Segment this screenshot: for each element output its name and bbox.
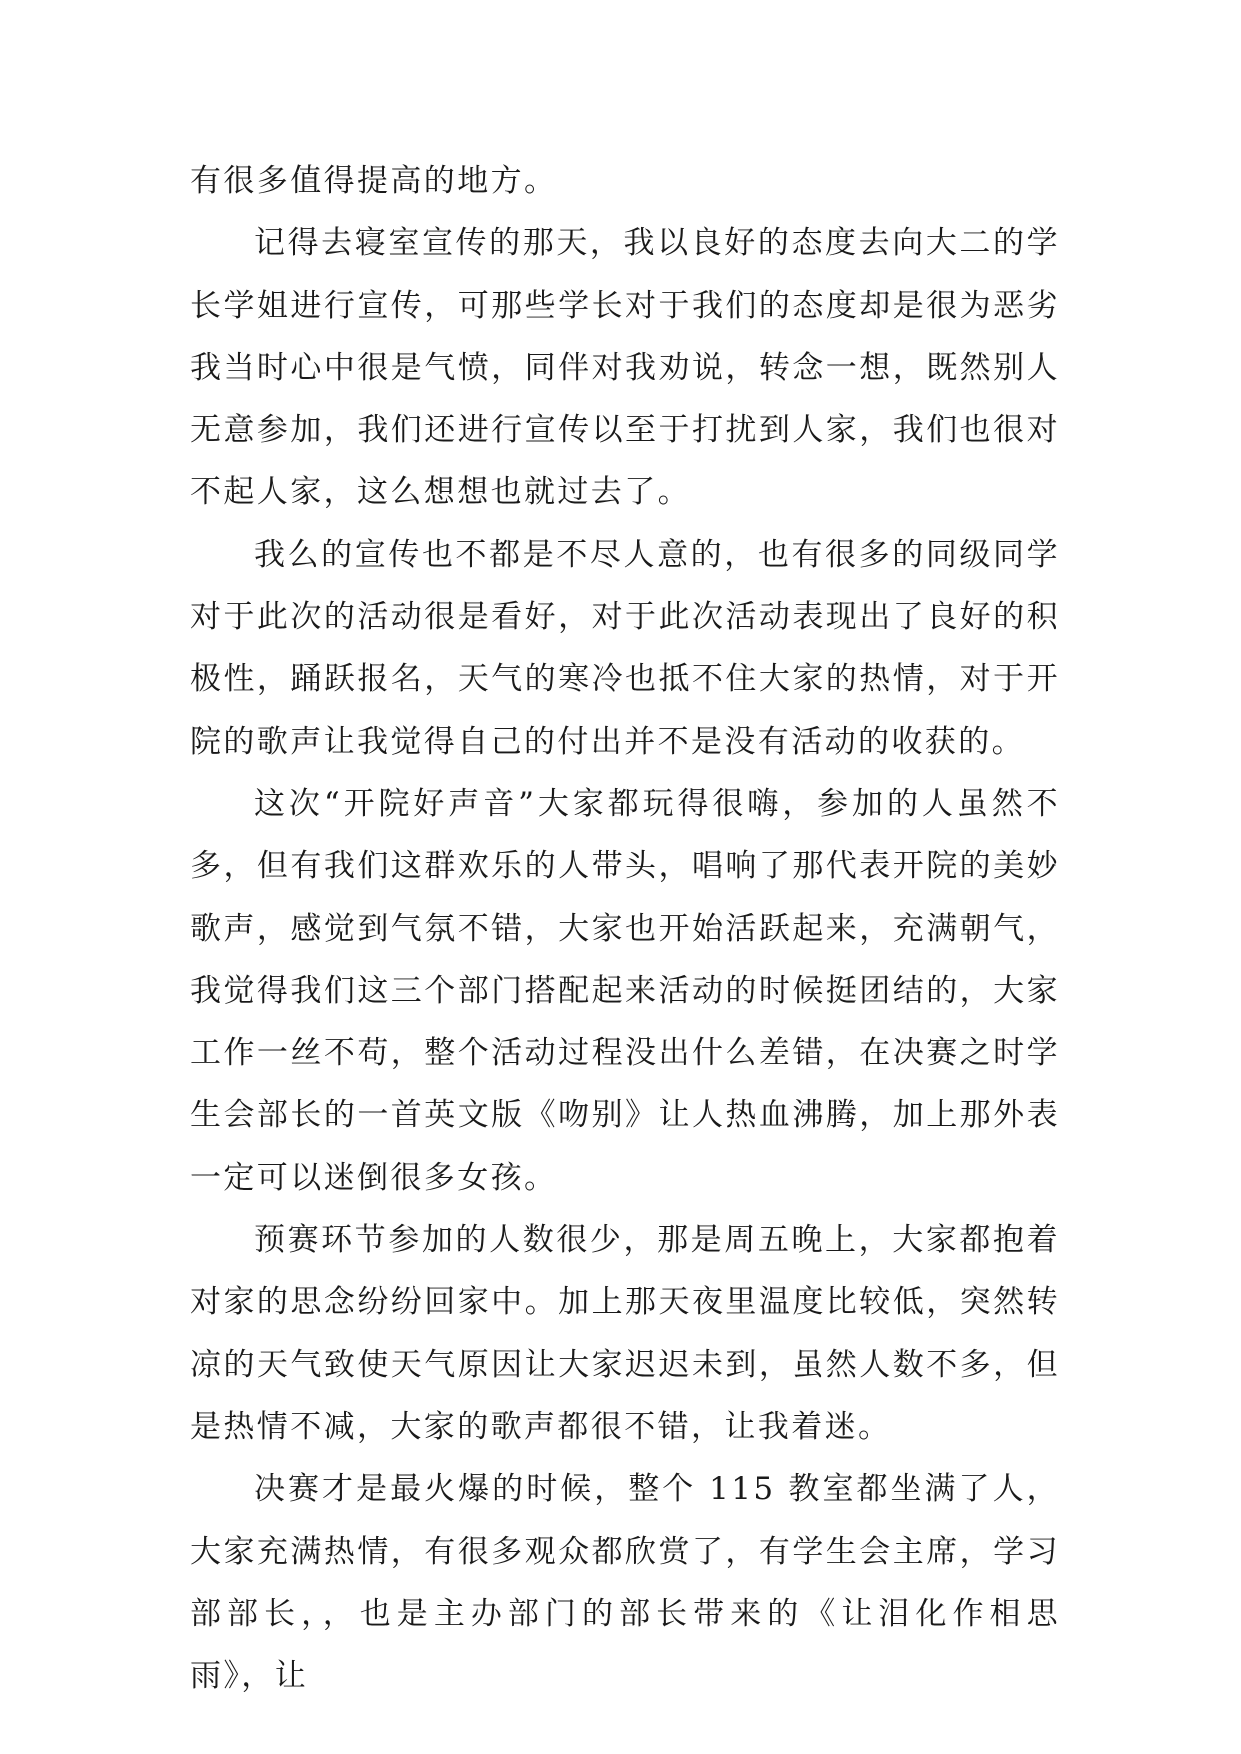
paragraph-2: 记得去寝室宣传的那天，我以良好的态度去向大二的学长学姐进行宣传，可那些学长对于我们的态度却是很为恶劣我当时心中很是气愤，同伴对我劝说，转念一想，既然别人无意参加，我们还进行宣传以至于打扰到人家，我们也很对不起人家，这么想想也就过去了。 bbox=[190, 225, 1060, 511]
paragraph-6: 决赛才是最火爆的时候，整个 115 教室都坐满了人，大家充满热情，有很多观众都欣赏了，有学生会主席，学习部部长，，也是主办部门的部长带来的《让泪化作相思雨》，让 bbox=[190, 1471, 1060, 1695]
paragraph-4: 这次“开院好声音”大家都玩得很嗨，参加的人虽然不多，但有我们这群欢乐的人带头，唱响了那代表开院的美妙歌声，感觉到气氛不错，大家也开始活跃起来，充满朝气，我觉得我们这三个部门搭配起来活动的时候挺团结的，大家工作一丝不苟，整个活动过程没出什么差错，在决赛之时学生会部长的一首英文版《吻别》让人热血沸腾，加上那外表一定可以迷倒很多女孩。 bbox=[190, 785, 1060, 1196]
paragraph-1: 有很多值得提高的地方。 bbox=[190, 163, 558, 199]
body-text bbox=[190, 150, 1060, 1707]
paragraph-3: 我么的宣传也不都是不尽人意的，也有很多的同级同学对于此次的活动很是看好，对于此次活动表现出了良好的积极性，踊跃报名，天气的寒冷也抵不住大家的热情，对于开院的歌声让我觉得自己的付出并不是没有活动的收获的。 bbox=[190, 536, 1060, 760]
paragraph-5: 预赛环节参加的人数很少，那是周五晚上，大家都抱着对家的思念纷纷回家中。加上那天夜里温度比较低，突然转凉的天气致使天气原因让大家迟迟未到，虽然人数不多，但是热情不减，大家的歌声都很不错，让我着迷。 bbox=[190, 1222, 1060, 1445]
